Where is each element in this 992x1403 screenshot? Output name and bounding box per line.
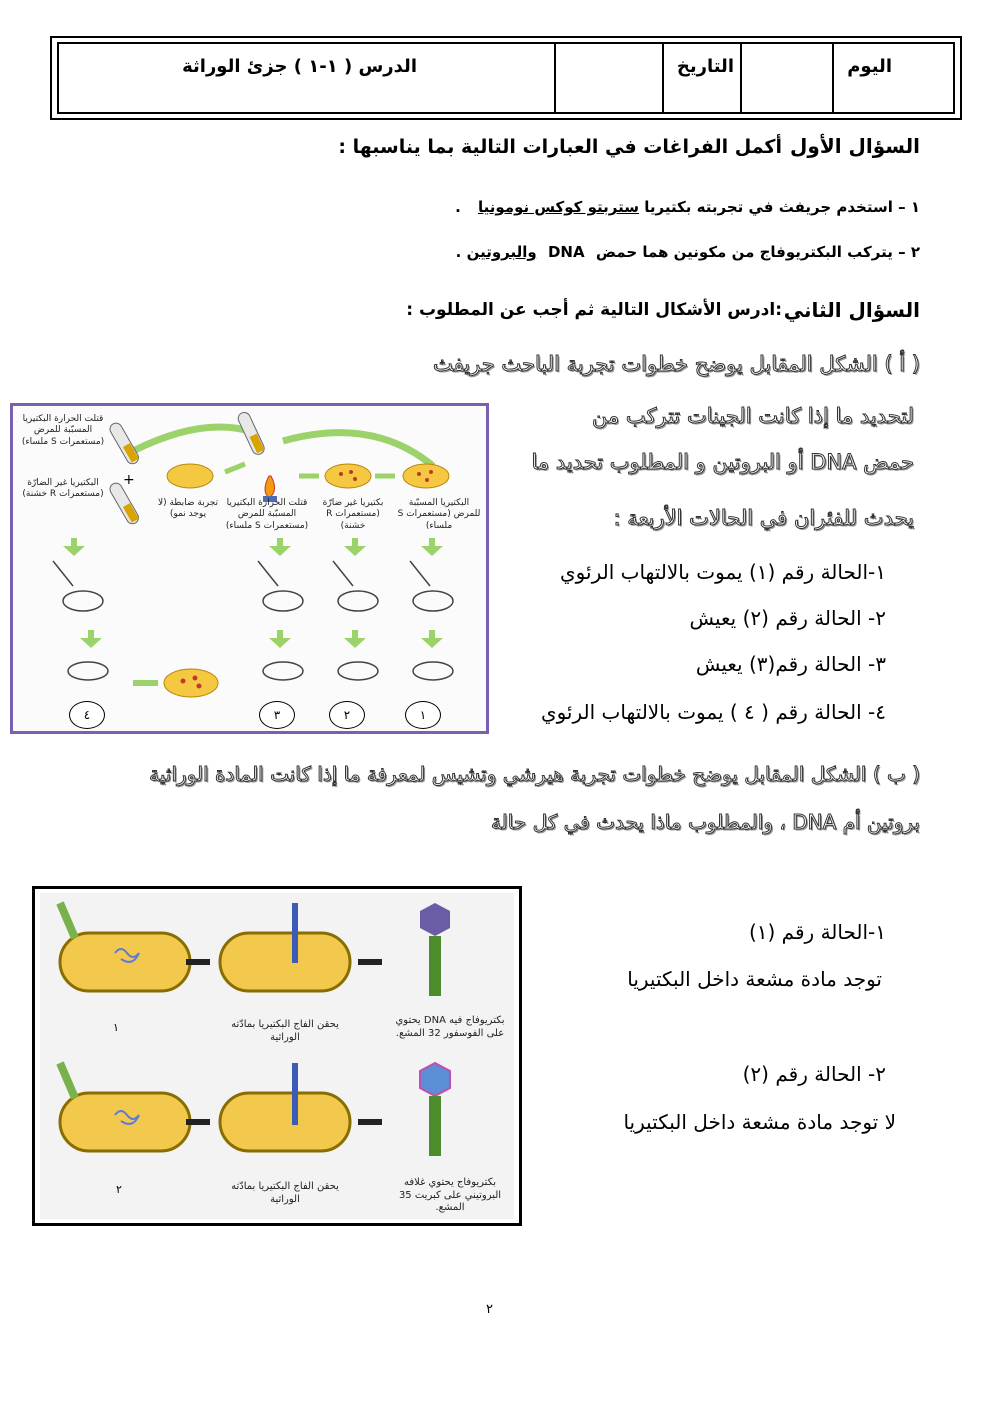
hershey-chase-svg — [40, 893, 514, 1219]
part-a-line-1: ( أ ) الشكل المقابل يوضح خطوات تجربة الباحث جريفث — [433, 352, 920, 376]
case-circle-3: ٣ — [259, 701, 295, 729]
phage-head-icon — [420, 1063, 450, 1096]
test-tube-icon — [108, 421, 141, 466]
phage-icon — [60, 1063, 75, 1098]
petri-dish-icon — [167, 464, 213, 488]
bacterium-icon — [220, 933, 350, 991]
part-b-case-1-answer: توجد مادة مشعة داخل البكتيريا — [627, 967, 882, 991]
phage-icon — [60, 903, 75, 938]
fig1-plus: + — [123, 472, 135, 488]
fig2-row2-label-mid: يحقن الفاج البكتيريا بمادّته الوراثية — [231, 1181, 339, 1205]
part-a-case-4: ٤- الحالة رقم ( ٤ ) يموت بالالتهاب الرئوي — [540, 700, 886, 724]
dash — [358, 1119, 382, 1125]
fig2-row2-num: ٢ — [116, 1183, 122, 1196]
date-label: التاريخ — [676, 56, 734, 77]
page-number: ٢ — [486, 1302, 493, 1317]
fig1-label-col1: البكتيريا المسبّبة للمرض (مستعمرات S ملساء) — [397, 498, 481, 531]
fig1-label-harmless: البكتيريا غير الضارّة (مستعمرات R خشنة) — [22, 478, 104, 500]
part-a-case-2: ٢- الحالة رقم (٢) يعيش — [689, 606, 886, 630]
phage-tail-icon — [429, 936, 441, 996]
header-table — [57, 42, 955, 114]
griffith-figure — [10, 403, 489, 734]
down-arrows — [63, 538, 443, 648]
fig1-label-col2: بكتيريا غير ضارّة (مستعمرات R خشنة) — [322, 498, 384, 531]
hershey-chase-diagram — [40, 893, 514, 1219]
case-circle-1: ١ — [405, 701, 441, 729]
arrow-icon — [225, 464, 245, 472]
part-b-case-2-title: ٢- الحالة رقم (٢) — [742, 1062, 886, 1086]
part-b-line-1: ( ب ) الشكل المقابل يوضح خطوات تجربة هيرشي وتشيس لمعرفة ما إذا كانت المادة الوراثية — [149, 762, 920, 786]
phage-tail-icon — [429, 1096, 441, 1156]
lesson-title: الدرس ( ١-١ ) جزئ الوراثة — [182, 56, 417, 77]
part-b-case-1-title: ١-الحالة رقم (١) — [748, 920, 886, 944]
bacterium-icon — [60, 1093, 190, 1151]
fig1-label-col3: قتلت الحرارة البكتيريا المسبّبة للمرض (مستعمرات S ملساء) — [225, 498, 309, 531]
header-divider — [662, 42, 664, 114]
curved-arrow — [283, 433, 433, 466]
q2-instruction: :ادرس الأشكال التالية ثم أجب عن المطلوب : — [406, 300, 782, 320]
q2-title: السؤال الثاني — [783, 298, 920, 322]
header-divider — [740, 42, 742, 114]
q1-item-2: ٢ – يتركب البكتريوفاج من مكونين هما حمض DNA والبروتين . — [455, 243, 920, 261]
part-b-case-2-answer: لا توجد مادة مشعة داخل البكتيريا — [623, 1110, 896, 1134]
fig2-row1-num: ١ — [113, 1021, 119, 1034]
part-a-line-4: يحدث للفئران في الحالات الأربعة : — [613, 506, 914, 530]
case-circle-4: ٤ — [69, 701, 105, 729]
fig1-label-heat-killed: قتلت الحرارة البكتيريا المسبّبة للمرض (مستعمرات S ملساء) — [21, 414, 105, 447]
phage-head-icon — [420, 903, 450, 936]
dash — [186, 1119, 210, 1125]
flame-icon — [265, 476, 275, 498]
day-label: اليوم — [847, 56, 892, 77]
header-divider — [554, 42, 556, 114]
q1-title: السؤال الأول — [790, 134, 920, 158]
mouse-injection-icons — [53, 561, 453, 680]
fig2-row1-label-mid: يحقن الفاج البكتيريا بمادّته الوراثية — [231, 1019, 339, 1043]
part-b-line-2: بروتين أم DNA ، والمطلوب ماذا يحدث في كل حالة — [490, 810, 920, 834]
q1-item-1: ١ – استخدم جريفث في تجربته بكتيريا ستربتو كوكس نومونيا . — [455, 198, 920, 216]
part-a-line-3: حمض DNA أو البروتين و المطلوب تحديد ما — [531, 450, 914, 474]
q1-instruction: أكمل الفراغات في العبارات التالية بما يناسبها : — [338, 136, 782, 158]
dash — [358, 959, 382, 965]
header-divider — [832, 42, 834, 114]
fig2-row2-label-right: بكتريوفاج يحتوي غلافه البروتيني على كبريت 35 المشع. — [398, 1177, 502, 1213]
part-a-case-3: ٣- الحالة رقم(٣) يعيش — [695, 652, 886, 676]
part-a-case-1: ١-الحالة رقم (١) يموت بالالتهاب الرئوي — [560, 560, 886, 584]
petri-dish-icon — [325, 464, 371, 488]
griffith-diagram — [13, 406, 486, 731]
case-circle-2: ٢ — [329, 701, 365, 729]
dash — [186, 959, 210, 965]
petri-dish-icon — [164, 669, 218, 697]
fig1-label-col4: تجربة ضابطة (لا يوجد نمو) — [157, 498, 219, 520]
curved-arrow — [133, 427, 253, 451]
bacterium-icon — [220, 1093, 350, 1151]
part-a-line-2: لتحديد ما إذا كانت الجينات تتركب من — [591, 404, 914, 428]
fig2-row1-label-right: بكتريوفاج فيه DNA يحتوي على الفوسفور 32 المشع. — [395, 1015, 505, 1039]
test-tube-icon — [236, 411, 266, 457]
petri-dish-icon — [403, 464, 449, 488]
